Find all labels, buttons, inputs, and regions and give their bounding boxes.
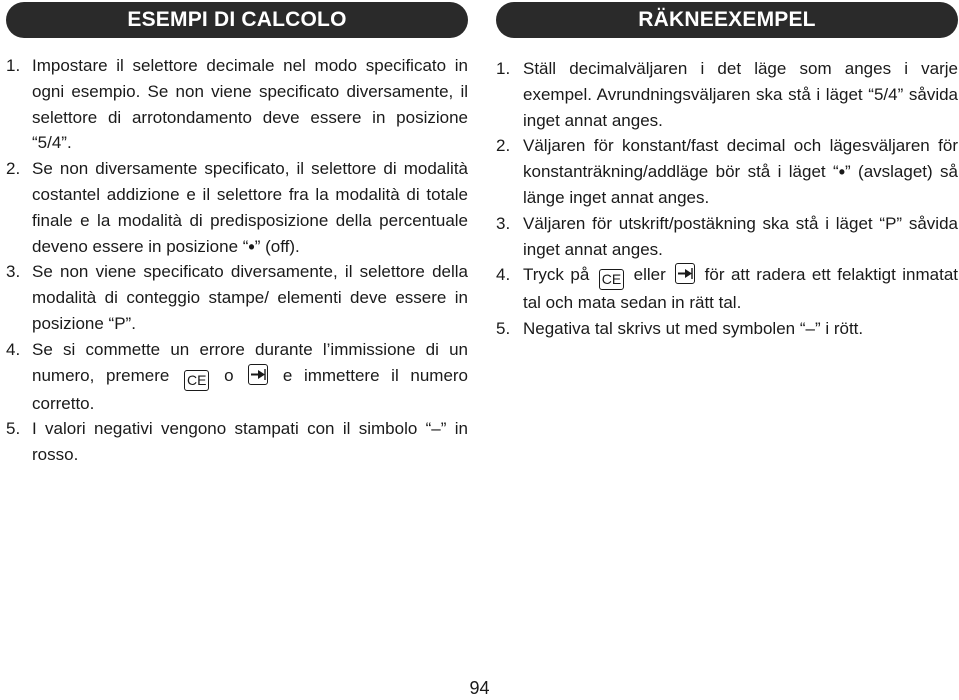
- off-position-symbol: •: [248, 236, 255, 257]
- list-item: [6, 53, 468, 156]
- step-text: Väljaren för konstant/fast decimal och lägesväljaren för konstanträkning/addläge bör stå i läget “: [523, 136, 958, 182]
- step-number: 5.: [6, 419, 21, 439]
- step-text: Se non diversamente specificato, il selettore di modalità costantel addizione e il selettore fra la modalità di totale finale e la modalità di predisposizione della percentuale deveno essere in posizione “: [32, 159, 468, 256]
- step-text: o: [224, 365, 234, 385]
- list-item: [496, 316, 958, 342]
- list-item: [496, 262, 958, 316]
- list-item: [6, 156, 468, 259]
- step-number: 1.: [496, 59, 511, 78]
- step-number: 5.: [496, 319, 511, 339]
- list-item: [496, 133, 958, 210]
- off-position-symbol: •: [838, 162, 845, 183]
- step-text: Negativa tal skrivs ut med symbolen “–” i rött.: [523, 319, 864, 339]
- section-heading-italian: ESEMPI DI CALCOLO: [6, 2, 468, 38]
- step-text: Se si commette un errore durante l’immissione di un numero, premere: [32, 339, 468, 385]
- list-item: [6, 337, 468, 417]
- step-text: e immettere il numero corretto.: [32, 365, 469, 413]
- step-number: 3.: [496, 213, 511, 233]
- step-text: Se non viene specificato diversamente, il selettore della modalità di conteggio stampe/ elementi deve essere in posizione “P”.: [32, 262, 468, 333]
- step-number: 2.: [496, 136, 511, 156]
- step-text: ” (off).: [254, 236, 300, 256]
- list-item: [6, 416, 468, 468]
- step-text: för att radera ett felaktigt inmatat tal och mata sedan in rätt tal.: [523, 265, 959, 313]
- italian-steps-list: [6, 53, 468, 468]
- ce-key-icon: CE: [599, 269, 624, 290]
- step-number: 4.: [6, 339, 21, 359]
- swedish-column: [496, 2, 958, 342]
- list-item: [496, 56, 958, 133]
- step-text: ” (avslaget) så länge inget annat anges.: [523, 162, 959, 207]
- step-number: 3.: [6, 262, 21, 282]
- step-text: eller: [633, 265, 666, 285]
- ce-key-icon: CE: [184, 370, 209, 391]
- step-text: I valori negativi vengono stampati con il simbolo “–” in rosso.: [32, 419, 468, 465]
- arrow-right-icon: [675, 263, 695, 284]
- page-number: 94: [469, 678, 490, 698]
- section-heading-swedish: RÄKNEEXEMPEL: [496, 2, 958, 38]
- step-text: Impostare il selettore decimale nel modo specificato in ogni esempio. Se non viene specificato diversamente, il selettore di arrotondamento deve essere in posizione “5/4”.: [32, 56, 468, 153]
- step-number: 4.: [496, 265, 511, 285]
- list-item: [6, 259, 468, 336]
- list-item: [496, 211, 958, 263]
- step-number: 1.: [6, 56, 21, 75]
- step-text: Tryck på: [523, 265, 590, 285]
- step-number: 2.: [6, 159, 21, 179]
- italian-column: [6, 2, 468, 468]
- arrow-right-icon: [248, 364, 268, 385]
- step-text: Ställ decimalväljaren i det läge som anges i varje exempel. Avrundningsväljaren ska stå i läget “5/4” såvida inget annat anges.: [523, 59, 958, 130]
- step-text: Väljaren för utskrift/postäkning ska stå i läget “P” såvida inget annat anges.: [523, 213, 958, 259]
- swedish-steps-list: [496, 56, 958, 342]
